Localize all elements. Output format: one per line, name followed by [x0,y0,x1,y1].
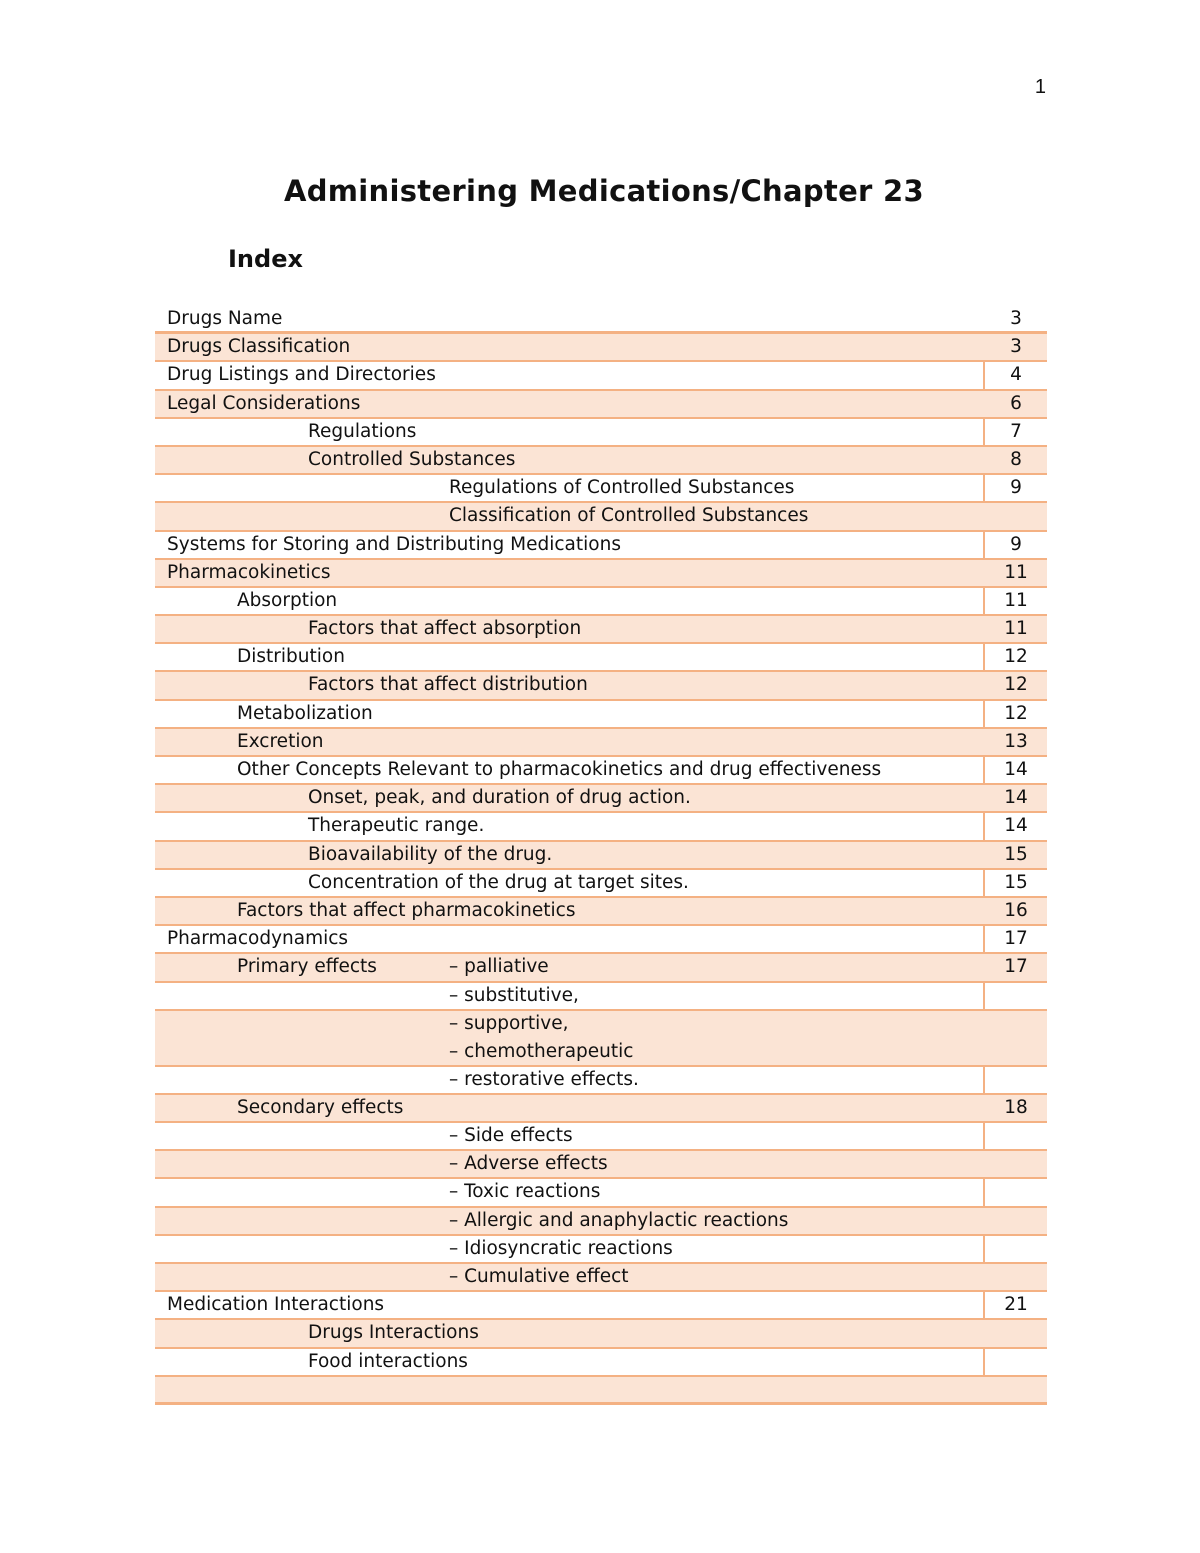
index-row [155,813,1047,841]
index-entry-page: 18 [1004,1096,1028,1118]
index-row [155,1292,1047,1320]
index-row [155,729,1047,757]
index-row [155,419,1047,447]
page-number: 1 [1034,76,1046,98]
index-entry-label: – substitutive, [449,984,579,1006]
index-entry-page: 11 [1004,589,1028,611]
index-entry-page: 12 [1004,702,1028,724]
index-entry-label: Other Concepts Relevant to pharmacokinetics and drug effectiveness [237,759,882,780]
index-entry-page: 14 [1004,759,1028,780]
index-entry-prefix: Primary effects [237,956,377,978]
index-entry-page: 9 [1010,477,1022,499]
index-entry-label: Food interactions [308,1350,468,1372]
index-entry-label: Factors that affect absorption [308,618,582,640]
index-row [155,1208,1047,1236]
index-entry-label: – Idiosyncratic reactions [449,1237,673,1259]
index-row [155,870,1047,898]
index-entry-label: – supportive, [449,1012,569,1034]
index-row [155,391,1047,419]
index-row [155,701,1047,729]
index-entry-label: Medication Interactions [167,1294,385,1316]
index-entry-label: – palliative [449,956,549,978]
index-entry-label: Therapeutic range. [308,815,485,837]
index-row [155,532,1047,560]
index-entry-label: Regulations [308,420,417,442]
index-entry-label: Classification of Controlled Substances [449,505,809,527]
index-entry-label: Metabolization [237,702,373,724]
index-entry-page: 8 [1010,448,1022,470]
index-table [155,306,1047,1405]
index-entry-label: Bioavailability of the drug. [308,843,553,865]
index-row [155,560,1047,588]
index-row [155,1067,1047,1095]
index-entry-label: Factors that affect pharmacokinetics [237,899,576,921]
index-entry-page: 3 [1010,336,1022,358]
index-entry-label: Drugs Classification [167,336,351,358]
index-entry-label: Controlled Substances [308,448,516,470]
index-entry-label: Distribution [237,646,345,668]
index-row [155,1377,1047,1405]
index-row [155,1011,1047,1067]
index-entry-page: 17 [1004,956,1028,978]
index-entry-label: Secondary effects [237,1096,404,1118]
index-entry-label: – Adverse effects [449,1153,608,1175]
index-entry-label: – Allergic and anaphylactic reactions [449,1209,789,1231]
index-entry-label: – Toxic reactions [449,1181,601,1203]
index-row [155,672,1047,700]
index-entry-page: 21 [1004,1294,1028,1316]
document-title: Administering Medications/Chapter 23 [283,174,925,208]
index-row [155,644,1047,672]
index-row [155,1264,1047,1292]
index-entry-page: 14 [1004,787,1028,809]
index-entry-label: Pharmacokinetics [167,561,331,583]
index-entry-page: 7 [1010,420,1022,442]
index-entry-label: Onset, peak, and duration of drug action. [308,787,691,809]
index-row [155,1095,1047,1123]
index-entry-page: 4 [1010,364,1022,386]
index-row [155,362,1047,390]
index-entry-page: 17 [1004,928,1028,950]
index-entry-page: 12 [1004,674,1028,696]
index-entry-page: 6 [1010,392,1022,414]
index-row [155,842,1047,870]
index-row [155,503,1047,531]
index-row [155,926,1047,954]
index-heading: Index [228,245,303,273]
index-entry-label: Systems for Storing and Distributing Medications [167,533,621,555]
index-entry-page: 11 [1004,561,1028,583]
index-row [155,616,1047,644]
index-row [155,1320,1047,1348]
index-row [155,334,1047,362]
index-entry-page: 13 [1004,730,1028,752]
index-entry-page: 15 [1004,871,1028,893]
index-entry-page: 16 [1004,899,1028,921]
index-entry-label: – restorative effects. [449,1068,639,1090]
index-entry-label: Drugs Interactions [308,1322,479,1344]
index-entry-page: 3 [1010,308,1022,329]
index-entry-label: – chemotherapeutic [449,1040,634,1062]
index-row [155,447,1047,475]
index-entry-label: Drug Listings and Directories [167,364,436,386]
index-entry-label: Factors that affect distribution [308,674,588,696]
index-row [155,983,1047,1011]
index-entry-label: Drugs Name [167,308,283,329]
index-entry-label: Excretion [237,730,324,752]
index-entry-label: Regulations of Controlled Substances [449,477,795,499]
index-entry-label: Concentration of the drug at target sites. [308,871,689,893]
index-entry-page: 12 [1004,646,1028,668]
index-row [155,785,1047,813]
index-entry-label: – Cumulative effect [449,1266,629,1287]
index-row [155,1236,1047,1264]
index-row [155,1349,1047,1377]
index-entry-page: 11 [1004,618,1028,640]
index-entry-label: Absorption [237,589,338,611]
index-entry-page: 14 [1004,815,1028,837]
index-row [155,1179,1047,1207]
index-row [155,757,1047,785]
index-row [155,306,1047,334]
index-row [155,1123,1047,1151]
index-entry-label: – Side effects [449,1125,573,1147]
index-row [155,588,1047,616]
index-row [155,475,1047,503]
index-row [155,898,1047,926]
index-entry-page: 15 [1004,843,1028,865]
index-entry-page: 9 [1010,533,1022,555]
index-entry-label: Legal Considerations [167,392,361,414]
index-row [155,954,1047,982]
index-entry-label: Pharmacodynamics [167,928,349,950]
index-row [155,1151,1047,1179]
